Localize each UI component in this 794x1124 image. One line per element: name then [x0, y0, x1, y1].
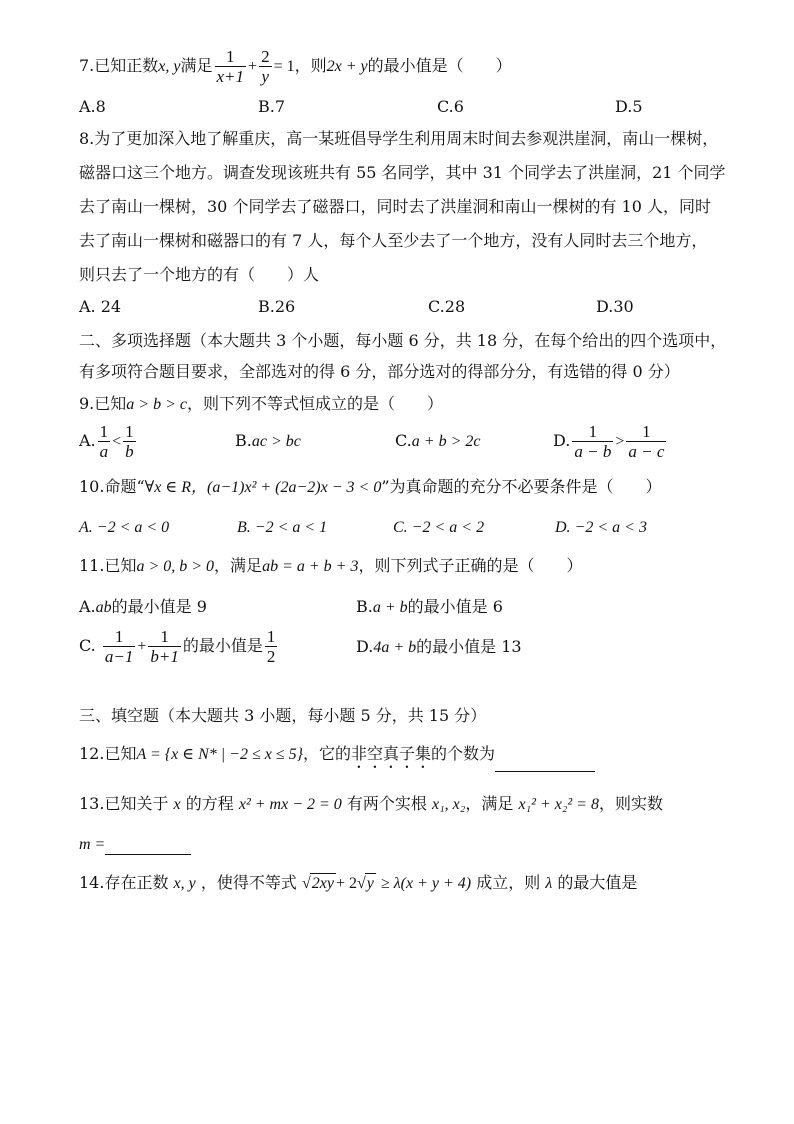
- q13-stem: 13.已知关于 x 的方程 x² + mx − 2 = 0 有两个实根 x₁, x₂，满足 x₁² + x₂² = 8，则实数: [79, 794, 663, 813]
- radical-sign: √: [356, 875, 366, 892]
- q9-option-b: B.ac > bc: [235, 431, 301, 450]
- q7-fraction-1: $\frac{1}{x+1}$: [216, 47, 245, 86]
- q9-option-a: A. $\frac{1}{a}$ < $\frac{1}{b}$: [79, 422, 134, 461]
- section-2-heading-line-2: 有多项符合题目要求，全部选对的得 6 分，部分选对的得部分分，有选错的得 0 分）: [79, 362, 680, 381]
- q7-option-c: C.6: [437, 97, 464, 116]
- q11-option-c: C. $\frac{1}{a-1}$ + $\frac{1}{b+1}$ 的最小值是 $\frac{1}{2}$: [79, 627, 276, 666]
- q7-stem: 7.已知正数x, y满足 $\frac{1}{x+1}$ + $\frac{2}{y}$ = 1，则2x + y的最小值是（ ）: [79, 47, 512, 86]
- q8-line-5: 则只去了一个地方的有（ ）人: [79, 265, 320, 284]
- q8-line-1: 8.为了更加深入地了解重庆，高一某班倡导学生利用周末时间去参观洪崖洞，南山一棵树，: [79, 129, 719, 148]
- q11-stem: 11.已知a > 0, b > 0，满足ab = a + b + 3，则下列式子正确的是（ ）: [79, 556, 583, 575]
- q10-option-a: A. −2 < a < 0: [79, 519, 170, 536]
- q9-stem: 9.已知a > b > c，则下列不等式恒成立的是（ ）: [79, 394, 443, 413]
- q13-answer: m =: [79, 834, 191, 855]
- q10-option-c: C. −2 < a < 2: [393, 519, 485, 536]
- q7-option-d: D.5: [615, 97, 643, 116]
- radical-sign: √: [301, 875, 311, 892]
- q12-stem: 12.已知A = {x ∈ N* | −2 ≤ x ≤ 5}，它的非空真子集的个数为: [79, 744, 595, 772]
- section-2-heading: 二、多项选择题（本大题共 3 个小题，每小题 6 分，共 18 分，在每个给出的四个选项中，: [79, 331, 727, 350]
- q7-option-a: A.8: [79, 97, 106, 116]
- q8-option-a: A. 24: [79, 297, 122, 316]
- q10-option-d: D. −2 < a < 3: [555, 519, 647, 536]
- q8-line-2: 磁器口这三个地方。调查发现该班共有 55 名同学，其中 31 个同学去了洪崖洞，21 个同学: [79, 163, 726, 182]
- q8-line-4: 去了南山一棵树和磁器口的有 7 人，每个人至少去了一个地方，没有人同时去三个地方，: [79, 231, 708, 250]
- q10-stem: 10.命题“∀x ∈ R，(a−1)x² + (2a−2)x − 3 < 0”为真命题的充分不必要条件是（ ）: [79, 477, 662, 496]
- q14-stem: 14.存在正数 x, y ，使得不等式 √2xy + 2√y ≥ λ(x + y + 4) 成立，则 λ 的最大值是: [79, 873, 638, 892]
- q9-option-c: C.a + b > 2c: [395, 431, 481, 450]
- q7-fraction-2: $\frac{2}{y}$: [261, 47, 270, 86]
- q9-option-d: D. $\frac{1}{a - b}$ > $\frac{1}{a - c}$: [553, 422, 665, 461]
- q11-option-b: B.a + b的最小值是 6: [356, 597, 503, 616]
- q7-option-b: B.7: [258, 97, 286, 116]
- q8-line-3: 去了南山一棵树，30 个同学去了磁器口，同时去了洪崖洞和南山一棵树的有 10 人，同时: [79, 197, 711, 216]
- q10-option-b: B. −2 < a < 1: [237, 519, 328, 536]
- q8-option-d: D.30: [596, 297, 634, 316]
- section-3-heading: 三、填空题（本大题共 3 小题，每小题 5 分，共 15 分）: [79, 706, 487, 725]
- q12-answer-blank[interactable]: [495, 751, 595, 772]
- q8-option-b: B.26: [258, 297, 296, 316]
- q11-option-a: A.ab的最小值是 9: [79, 597, 207, 616]
- q13-answer-blank[interactable]: [105, 834, 191, 855]
- q11-option-d: D.4a + b的最小值是 13: [356, 637, 522, 656]
- q8-option-c: C.28: [428, 297, 466, 316]
